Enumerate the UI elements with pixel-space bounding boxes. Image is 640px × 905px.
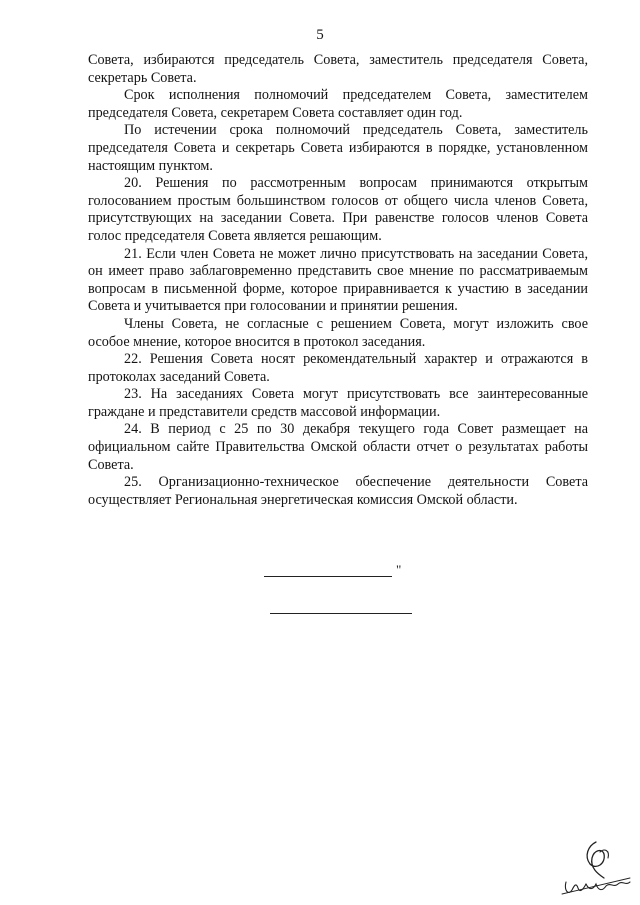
- paragraph-item-20: 20. Решения по рассмотренным вопросам принимаются открытым голосованием простым большинством голосов от общего числа членов Совета, присутствующих на заседании Совета. При равенстве голосов членов Совета голос председателя Совета является решающим.: [88, 175, 588, 244]
- paragraph-continuation: Совета, избираются председатель Совета, заместитель председателя Совета, секретарь Совета.: [88, 52, 588, 86]
- closing-rule-line: [264, 576, 392, 577]
- paragraph-election-after-term: По истечении срока полномочий председатель Совета, заместитель председателя Совета и секретарь Совета избираются в порядке, установленном настоящим пунктом.: [88, 122, 588, 174]
- separator-rule-line: [270, 613, 412, 614]
- handwritten-initials-mark: [560, 838, 632, 900]
- closing-quote-mark: ": [396, 562, 402, 577]
- document-body: [88, 52, 588, 509]
- paragraph-item-22: 22. Решения Совета носят рекомендательный характер и отражаются в протоколах заседаний Совета.: [88, 351, 588, 385]
- paragraph-dissenting-opinion: Члены Совета, не согласные с решением Совета, могут изложить свое особое мнение, которое вносится в протокол заседания.: [88, 315, 588, 350]
- paragraph-term-of-office: Срок исполнения полномочий председателем Совета, заместителем председателя Совета, секретарем Совета составляет один год.: [88, 87, 588, 121]
- paragraph-item-25: 25. Организационно-техническое обеспечение деятельности Совета осуществляет Региональная энергетическая комиссия Омской области.: [88, 474, 588, 508]
- paragraph-item-23: 23. На заседаниях Совета могут присутствовать все заинтересованные граждане и представители средств массовой информации.: [88, 386, 588, 420]
- page-number: 5: [316, 27, 324, 43]
- paragraph-item-21: 21. Если член Совета не может лично присутствовать на заседании Совета, он имеет право заблаговременно представить свое мнение по рассматриваемым вопросам в письменной форме, которое приравнивается к участию в заседании Совета и учитывается при голосовании и принятии решения.: [88, 245, 588, 315]
- paragraph-item-24: 24. В период с 25 по 30 декабря текущего года Совет размещает на официальном сайте Правительства Омской области отчет о результатах работы Совета.: [88, 421, 588, 473]
